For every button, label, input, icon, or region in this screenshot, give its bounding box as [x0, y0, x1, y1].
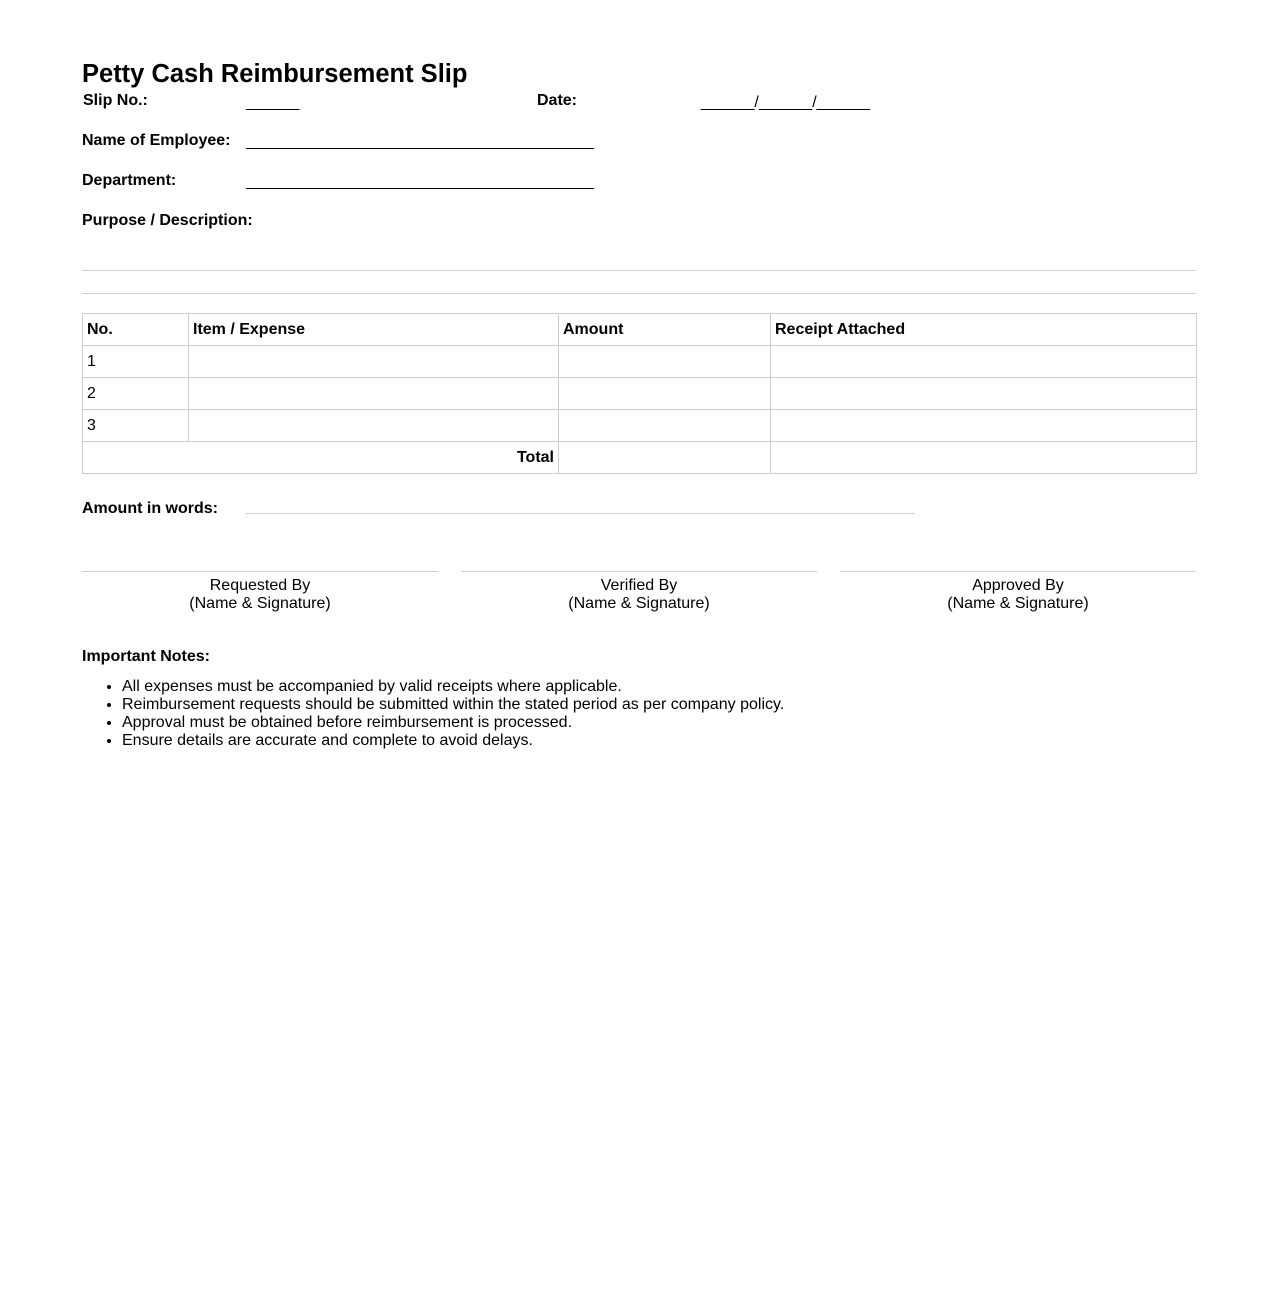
- receipt-cell[interactable]: [771, 346, 1197, 378]
- amount-cell[interactable]: [559, 378, 771, 410]
- slip-no-label: Slip No.:: [83, 92, 148, 109]
- total-receipt-cell[interactable]: [771, 442, 1197, 474]
- purpose-line-1[interactable]: [82, 270, 1196, 271]
- amount-in-words-field[interactable]: [246, 513, 915, 514]
- total-row: [83, 442, 1197, 474]
- approved-by-signature[interactable]: [840, 571, 1196, 613]
- receipt-cell[interactable]: [771, 410, 1197, 442]
- column-header-no: No.: [83, 314, 189, 346]
- employee-label: Name of Employee:: [82, 132, 231, 149]
- requested-by-signature[interactable]: [82, 571, 438, 613]
- department-field[interactable]: [246, 188, 594, 189]
- signature-sub: (Name & Signature): [568, 595, 710, 612]
- column-header-amount: Amount: [559, 314, 771, 346]
- date-field[interactable]: ______/______/______: [701, 94, 871, 111]
- department-label: Department:: [82, 172, 177, 189]
- employee-field[interactable]: [246, 148, 594, 149]
- table-header-row: [83, 314, 1197, 346]
- amount-in-words-label: Amount in words:: [82, 500, 218, 517]
- list-item: • All expenses must be accompanied by valid receipts where applicable.: [122, 678, 784, 696]
- amount-cell[interactable]: [559, 410, 771, 442]
- amount-cell[interactable]: [559, 346, 771, 378]
- item-cell[interactable]: [189, 378, 559, 410]
- verified-by-signature[interactable]: [461, 571, 817, 613]
- list-item: • Ensure details are accurate and complete to avoid delays.: [122, 732, 784, 750]
- total-label: Total: [83, 442, 559, 474]
- table-row: [83, 410, 1197, 442]
- slip-no-field[interactable]: ______: [246, 94, 300, 111]
- table-row: [83, 378, 1197, 410]
- expense-table: [82, 313, 1197, 474]
- purpose-line-2[interactable]: [82, 293, 1196, 294]
- notes-heading: Important Notes:: [82, 648, 210, 665]
- row-number: 3: [83, 410, 189, 442]
- signature-role: Approved By: [972, 577, 1064, 594]
- total-amount-cell[interactable]: [559, 442, 771, 474]
- purpose-label: Purpose / Description:: [82, 212, 253, 229]
- receipt-cell[interactable]: [771, 378, 1197, 410]
- list-item: • Reimbursement requests should be submitted within the stated period as per company policy.: [122, 696, 784, 714]
- page-title: Petty Cash Reimbursement Slip: [82, 60, 468, 88]
- row-number: 2: [83, 378, 189, 410]
- signature-role: Verified By: [600, 577, 678, 594]
- table-row: [83, 346, 1197, 378]
- item-cell[interactable]: [189, 346, 559, 378]
- item-cell[interactable]: [189, 410, 559, 442]
- signature-role: Requested By: [209, 577, 311, 594]
- column-header-item: Item / Expense: [189, 314, 559, 346]
- column-header-receipt: Receipt Attached: [771, 314, 1197, 346]
- signature-sub: (Name & Signature): [947, 595, 1089, 612]
- notes-list: [82, 678, 784, 750]
- row-number: 1: [83, 346, 189, 378]
- date-label: Date:: [537, 92, 578, 109]
- list-item: • Approval must be obtained before reimbursement is processed.: [122, 714, 784, 732]
- signature-sub: (Name & Signature): [189, 595, 331, 612]
